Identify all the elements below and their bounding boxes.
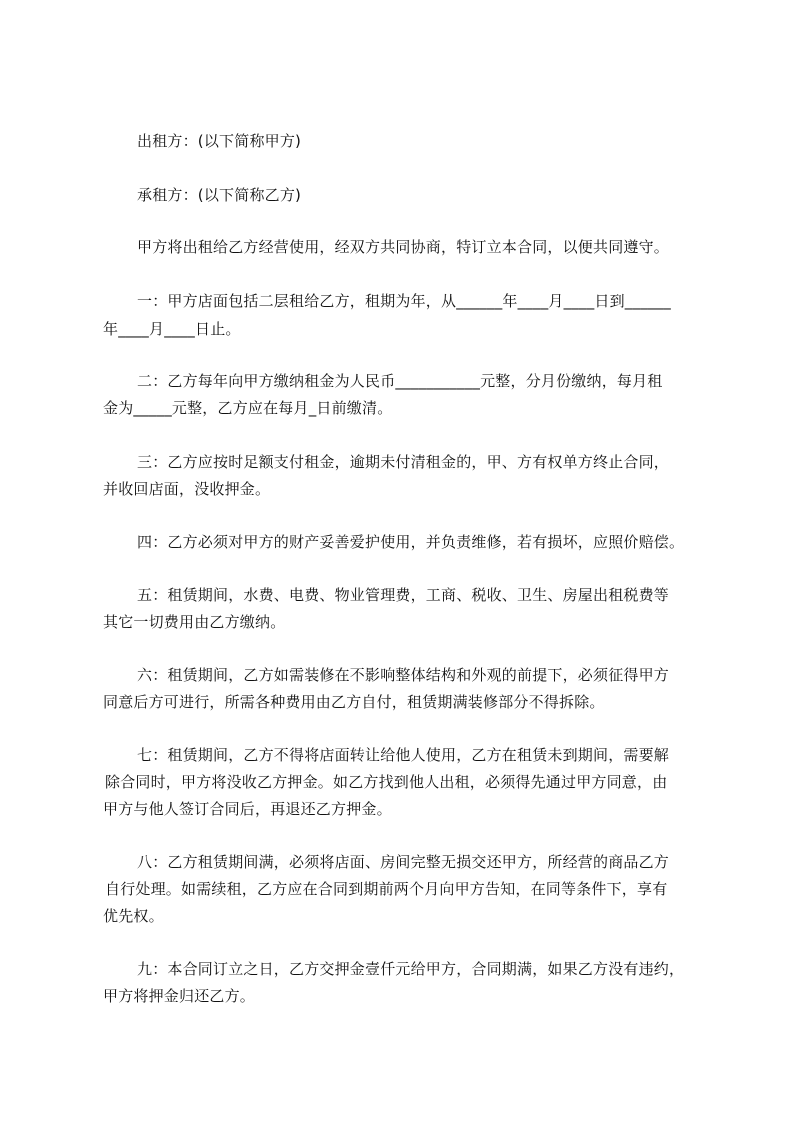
- clause-3-line-2: 并收回店面，没收押金。: [103, 480, 271, 498]
- clause-8-line-1: 八：乙方租赁期间满，必须将店面、房间完整无损交还甲方，所经营的商品乙方: [137, 853, 670, 871]
- clause-5-line-1: 五：租赁期间，水费、电费、物业管理费，工商、税收、卫生、房屋出租税费等: [137, 586, 670, 604]
- clause-8-line-2: 自行处理。如需续租，乙方应在合同到期前两个月向甲方告知，在同等条件下，享有: [105, 880, 668, 898]
- clause-1-line-2: 年____月____日止。: [103, 320, 241, 338]
- clause-7-line-3: 甲方与他人签订合同后，再退还乙方押金。: [103, 800, 392, 818]
- clause-9-line-2: 甲方将押金归还乙方。: [103, 987, 256, 1005]
- clause-7-line-1: 七：租赁期间，乙方不得将店面转让给他人使用，乙方在租赁未到期间，需要解: [137, 746, 670, 764]
- clause-4-line-1: 四：乙方必须对甲方的财产妥善爱护使用，并负责维修，若有损坏，应照价赔偿。: [137, 533, 685, 551]
- clause-8-line-3: 优先权。: [103, 907, 164, 925]
- clause-1-line-1: 一：甲方店面包括二层租给乙方，租期为年，从______年____月____日到______: [137, 292, 672, 310]
- clause-5-line-2: 其它一切费用由乙方缴纳。: [103, 613, 286, 631]
- lessee-line: 承租方：(以下简称乙方): [137, 186, 302, 204]
- clause-6-line-2: 同意后方可进行，所需各种费用由乙方自付，租赁期满装修部分不得拆除。: [103, 693, 605, 711]
- clause-7-line-2: 除合同时，甲方将没收乙方押金。如乙方找到他人出租，必须得先通过甲方同意，由: [105, 773, 668, 791]
- clause-6-line-1: 六：租赁期间，乙方如需装修在不影响整体结构和外观的前提下，必须征得甲方: [137, 666, 670, 684]
- clause-2-line-2: 金为_____元整，乙方应在每月_日前缴清。: [103, 399, 393, 417]
- clause-9-line-1: 九：本合同订立之日，乙方交押金壹仟元给甲方，合同期满，如果乙方没有违约，: [137, 960, 685, 978]
- clause-2-line-1: 二：乙方每年向甲方缴纳租金为人民币___________元整，分月份缴纳，每月租: [137, 372, 663, 390]
- lessor-line: 出租方：(以下简称甲方): [137, 132, 302, 150]
- clause-3-line-1: 三：乙方应按时足额支付租金，逾期未付清租金的，甲、方有权单方终止合同，: [137, 453, 670, 471]
- intro-paragraph: 甲方将出租给乙方经营使用，经双方共同协商，特订立本合同，以便共同遵守。: [137, 238, 670, 256]
